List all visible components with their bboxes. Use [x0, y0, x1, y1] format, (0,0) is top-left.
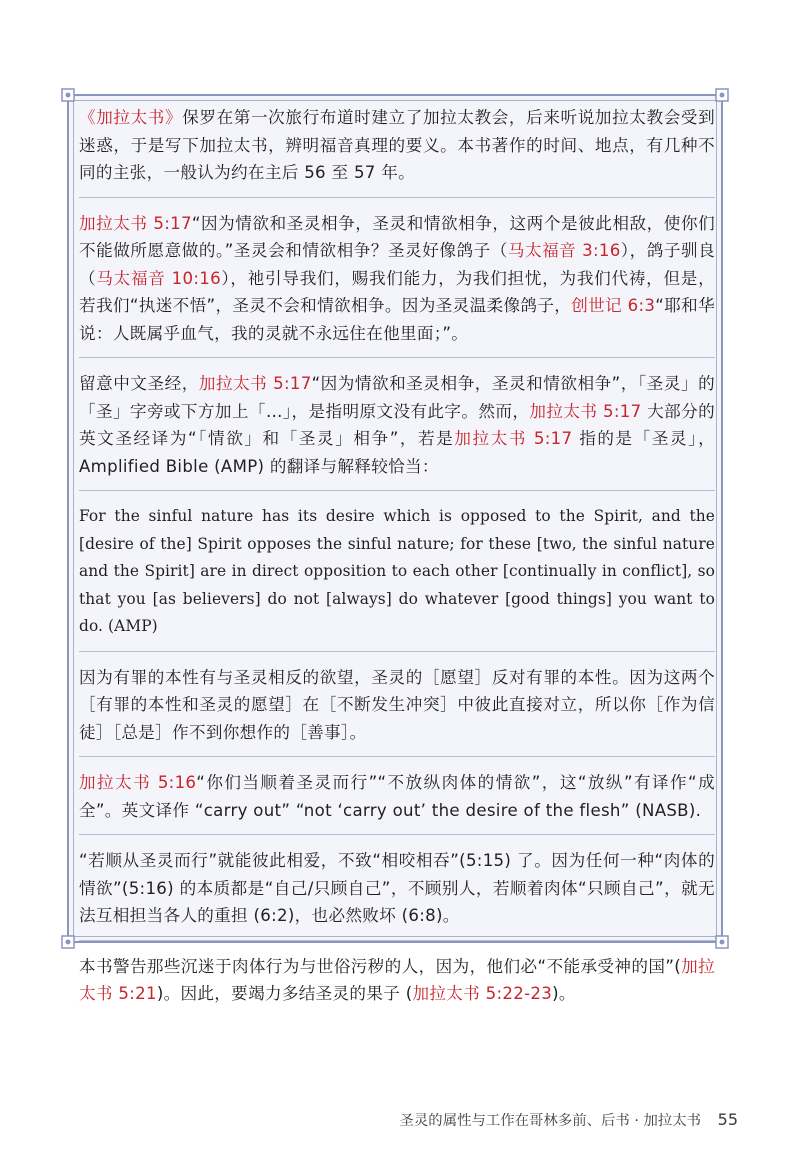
page-footer [400, 1109, 738, 1130]
english-quote: For the sinful nature has its desire which is opposed to the Spirit, and the [desire of the] Spirit opposes the sinful nature; for these [two, the sinful nature and the Spirit] are in direct opposition to each other [continually in conflict], so that you [as believers] do not [always] do whatever [good things] you want to do. (AMP) [79, 507, 715, 635]
paragraph-text: “因为情欲和圣灵相争，圣灵和情欲相争”，「圣灵」的「圣」字旁或下方加上「…」，是指明原文没有此字。然而， [79, 374, 715, 421]
scripture-reference: 马太福音 10:16 [96, 268, 221, 288]
paragraph-text: )。因此，要竭力多结圣灵的果子 ( [156, 984, 413, 1003]
paragraph-block [79, 206, 715, 359]
paragraph-block [79, 765, 715, 835]
paragraph [79, 104, 715, 187]
paragraph-text: )。 [552, 984, 576, 1003]
paragraph-text: ），鸽子驯良（ [79, 241, 715, 288]
paragraph-text: ），祂引导我们，赐我们能力，为我们担忧，为我们代祷，但是，若我们“执迷不悟”，圣灵不会和情欲相争。因为圣灵温柔像鸽子， [79, 268, 715, 315]
paragraph-text: 指的是「圣灵」，Amplified Bible (AMP) 的翻译与解释较恰当： [79, 429, 715, 476]
scripture-reference: 加拉太书 5:16 [79, 773, 197, 792]
paragraph-text: 本书警告那些沉迷于肉体行为与世俗污秽的人，因为，他们必“不能承受神的国”( [79, 956, 682, 976]
scripture-reference: 加拉太书 5:17 [198, 374, 312, 393]
scripture-reference: 创世记 6:3 [571, 296, 656, 315]
paragraph-text: 保罗在第一次旅行布道时建立了加拉太教会，后来听说加拉太教会受到迷惑，于是写下加拉太书，辨明福音真理的要义。本书著作的时间、地点，有几种不同的主张，一般认为约在主后 56 至 57 年。 [79, 108, 715, 182]
corner-ornament-icon [714, 87, 730, 103]
paragraph-text: “因为情欲和圣灵相争，圣灵和情欲相争，这两个是彼此相敌，使你们不能做所愿意做的。”圣灵会和情欲相争？圣灵好像鸽子（ [79, 213, 715, 260]
paragraph [79, 769, 715, 824]
paragraph-text: “耶和华说：人既属乎血气，我的灵就不永远住在他里面；”。 [79, 296, 715, 343]
paragraph [79, 664, 715, 747]
paragraph-block [79, 499, 715, 652]
paragraph-text: 留意中文圣经， [79, 374, 199, 393]
paragraph-block [79, 843, 715, 941]
text-content [79, 100, 715, 1026]
paragraph-block [79, 100, 715, 198]
scripture-reference: 马太福音 3:16 [507, 241, 621, 260]
paragraph-block [79, 949, 715, 1018]
scripture-reference: 加拉太书 5:22-23 [412, 984, 553, 1003]
paragraph [79, 210, 715, 348]
paragraph-text: 因为有罪的本性有与圣灵相反的欲望，圣灵的［愿望］反对有罪的本性。因为这两个［有罪的本性和圣灵的愿望］在［不断发生冲突］中彼此直接对立，所以你［作为信徒］［总是］作不到你想作的［善事］。 [79, 667, 715, 742]
corner-ornament-icon [60, 87, 76, 103]
running-title: 圣灵的属性与工作在哥林多前、后书 · 加拉太书 [399, 1113, 702, 1129]
scripture-reference: 《加拉太书》 [79, 108, 183, 127]
paragraph [79, 370, 715, 480]
scripture-reference: 加拉太书 5:17 [454, 429, 573, 448]
paragraph [79, 847, 715, 930]
paragraph-text: 大部分的英文圣经译为“「情欲」和「圣灵」相争”，若是 [79, 401, 715, 448]
paragraph-block [79, 366, 715, 491]
corner-ornament-icon [60, 934, 76, 950]
scripture-reference: 加拉太书 5:17 [529, 401, 642, 421]
paragraph [79, 953, 715, 1008]
corner-ornament-icon [714, 934, 730, 950]
paragraph-text: “若顺从圣灵而行”就能彼此相爱，不致“相咬相吞”(5:15) 了。因为任何一种“肉体的情欲”(5:16) 的本质都是“自己/只顾自己”，不顾别人，若顺着肉体“只顾自己”，就无法互相担当各人的重担 (6:2)，也必然败坏 (6:8)。 [79, 851, 715, 925]
scripture-reference: 加拉太书 5:21 [79, 956, 715, 1003]
paragraph-text: “你们当顺着圣灵而行”“不放纵肉体的情欲”，这“放纵”有译作“成全”。英文译作 “carry out” “not ‘carry out’ the desire of the flesh” (NASB). [79, 773, 715, 820]
page-number: 55 [717, 1110, 738, 1129]
scripture-reference: 加拉太书 5:17 [79, 213, 192, 233]
paragraph-block [79, 660, 715, 758]
